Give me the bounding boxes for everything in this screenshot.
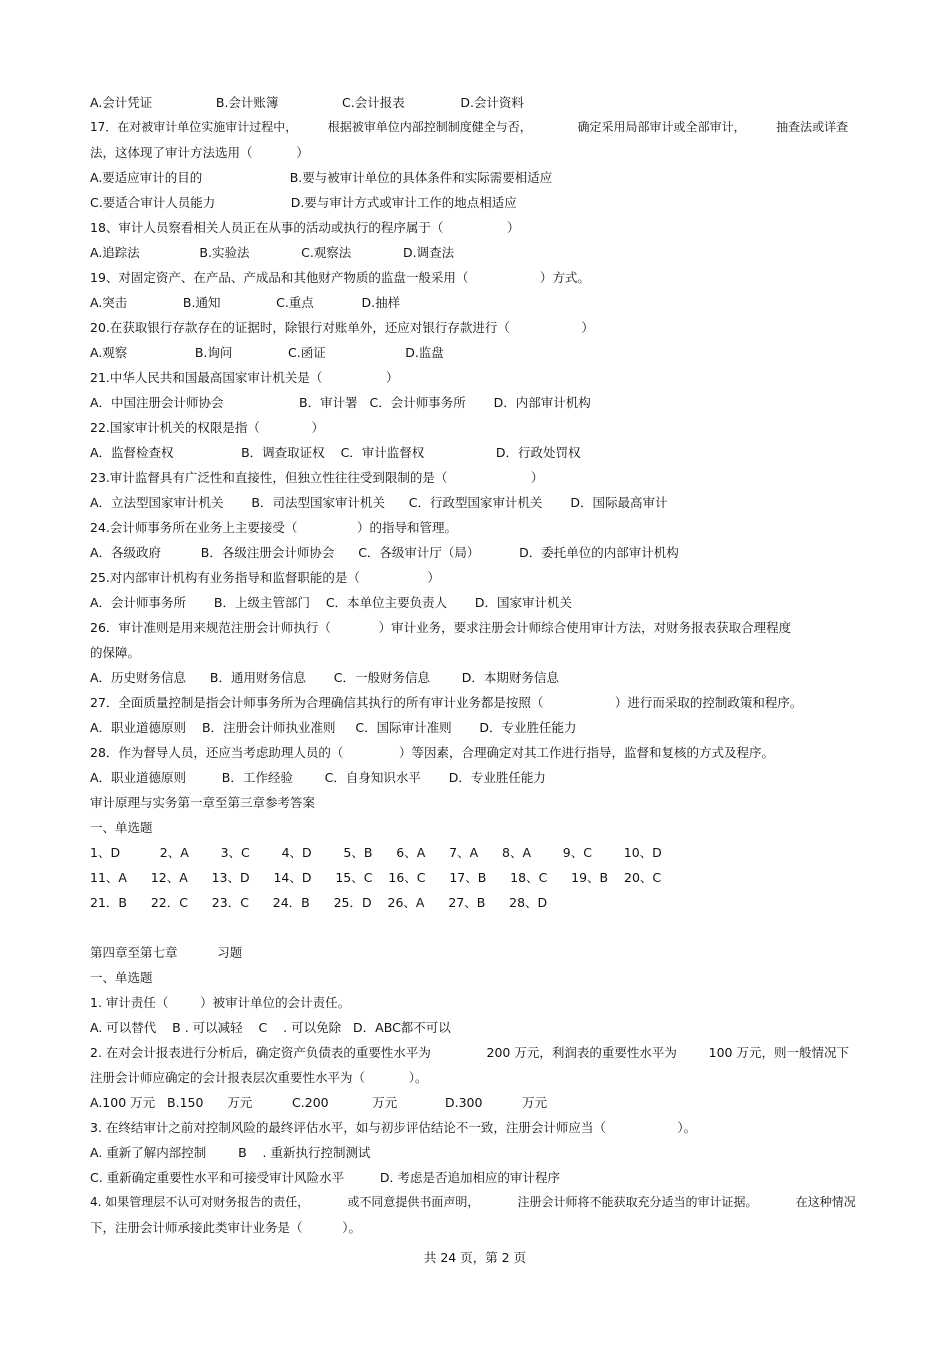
text-line: 注册会计师应确定的会计报表层次重要性水平为（ ）。 xyxy=(90,1070,428,1085)
text-line: 17．在对被审计单位实施审计过程中， 根据被审单位内部控制制度健全与否， 确定采用局部审计或全部审计， 抽查法或详查 xyxy=(90,120,849,134)
text-line: C.要适合审计人员能力 D.要与审计方式或审计工作的地点相适应 xyxy=(90,195,517,210)
text-line: A.会计凭证 B.会计账簿 C.会计报表 D.会计资料 xyxy=(90,95,524,110)
text-line: 20.在获取银行存款存在的证据时，除银行对账单外，还应对银行存款进行（ ） xyxy=(90,320,594,335)
text-line: 下，注册会计师承接此类审计业务是（ ）。 xyxy=(90,1220,361,1235)
text-line: A．历史财务信息 B．通用财务信息 C．一般财务信息 D．本期财务信息 xyxy=(90,670,559,685)
text-line: 法，这体现了审计方法选用（ ） xyxy=(90,145,309,160)
text-line: A.100 万元 B.150 万元 C.200 万元 D.300 万元 xyxy=(90,1095,548,1110)
text-line: A.要适应审计的目的 B.要与被审计单位的具体条件和实际需要相适应 xyxy=(90,170,553,185)
text-line: 2. 在对会计报表进行分析后，确定资产负债表的重要性水平为 200 万元，利润表的重要性水平为 100 万元，则一般情况下 xyxy=(90,1045,849,1060)
text-line: 3. 在终结审计之前对控制风险的最终评估水平，如与初步评估结论不一致，注册会计师应当（ ）。 xyxy=(90,1120,697,1135)
text-line: A.突击 B.通知 C.重点 D.抽样 xyxy=(90,295,401,310)
text-line: 25.对内部审计机构有业务指导和监督职能的是（ ） xyxy=(90,570,440,585)
text-line: A.观察 B.询问 C.函证 D.监盘 xyxy=(90,345,444,360)
document-body xyxy=(90,90,860,1240)
answer-row: 11、A 12、A 13、D 14、D 15、C 16、C 17、B 18、C 19、B 20、C xyxy=(90,870,662,885)
text-line: A．各级政府 B．各级注册会计师协会 C．各级审计厅（局） D．委托单位的内部审计机构 xyxy=(90,545,679,560)
answer-row: 1、D 2、A 3、C 4、D 5、B 6、A 7、A 8、A 9、C 10、D xyxy=(90,845,662,860)
section-title: 第四章至第七章 习题 xyxy=(90,945,243,960)
text-line: A. 可以替代 B . 可以减轻 C . 可以免除 D．ABC都不可以 xyxy=(90,1020,451,1035)
blank-line xyxy=(90,915,860,940)
text-line: 18、审计人员察看相关人员正在从事的活动或执行的程序属于（ ） xyxy=(90,220,520,235)
text-line: 1. 审计责任（ ）被审计单位的会计责任。 xyxy=(90,995,351,1010)
text-line: 21.中华人民共和国最高国家审计机关是（ ） xyxy=(90,370,399,385)
section-heading: 一、单选题 xyxy=(90,970,153,985)
page-footer: 共 24 页，第 2 页 xyxy=(423,1250,527,1265)
text-line: A.追踪法 B.实验法 C.观察法 D.调查法 xyxy=(90,245,455,260)
text-line: 22.国家审计机关的权限是指（ ） xyxy=(90,420,325,435)
section-title: 审计原理与实务第一章至第三章参考答案 xyxy=(90,795,316,810)
text-line: A．监督检查权 B．调查取证权 C．审计监督权 D．行政处罚权 xyxy=(90,445,581,460)
text-line: A．立法型国家审计机关 B．司法型国家审计机关 C．行政型国家审计机关 D．国际最高审计 xyxy=(90,495,668,510)
text-line: A．职业道德原则 B．工作经验 C．自身知识水平 D．专业胜任能力 xyxy=(90,770,546,785)
text-line: 26．审计准则是用来规范注册会计师执行（ ）审计业务，要求注册会计师综合使用审计方法，对财务报表获取合理程度 xyxy=(90,620,792,635)
section-heading: 一、单选题 xyxy=(90,820,153,835)
text-line: 的保障。 xyxy=(90,645,141,660)
text-line: 19、对固定资产、在产品、产成品和其他财产物质的监盘一般采用（ ）方式。 xyxy=(90,270,590,285)
text-line: C. 重新确定重要性水平和可接受审计风险水平 D. 考虑是否追加相应的审计程序 xyxy=(90,1170,561,1185)
answer-row: 21．B 22．C 23．C 24．B 25．D 26、A 27、B 28、D xyxy=(90,895,548,910)
text-line: A．会计师事务所 B．上级主管部门 C．本单位主要负责人 D．国家审计机关 xyxy=(90,595,573,610)
text-line: A. 重新了解内部控制 B . 重新执行控制测试 xyxy=(90,1145,371,1160)
text-line: 27．全面质量控制是指会计师事务所为合理确信其执行的所有审计业务都是按照（ ）进行而采取的控制政策和程序。 xyxy=(90,695,803,710)
text-line: 24.会计师事务所在业务上主要接受（ ）的指导和管理。 xyxy=(90,520,457,535)
text-line: 28．作为督导人员，还应当考虑助理人员的（ ）等因素，合理确定对其工作进行指导，监督和复核的方式及程序。 xyxy=(90,745,775,760)
text-line: A．中国注册会计师协会 B．审计署 C．会计师事务所 D．内部审计机构 xyxy=(90,395,591,410)
text-line: 23.审计监督具有广泛性和直接性，但独立性往往受到限制的是（ ） xyxy=(90,470,544,485)
text-line: A．职业道德原则 B．注册会计师执业准则 C．国际审计准则 D．专业胜任能力 xyxy=(90,720,577,735)
text-line: 4. 如果管理层不认可对财务报告的责任， 或不同意提供书面声明， 注册会计师将不能获取充分适当的审计证据。 在这种情况 xyxy=(90,1195,856,1209)
